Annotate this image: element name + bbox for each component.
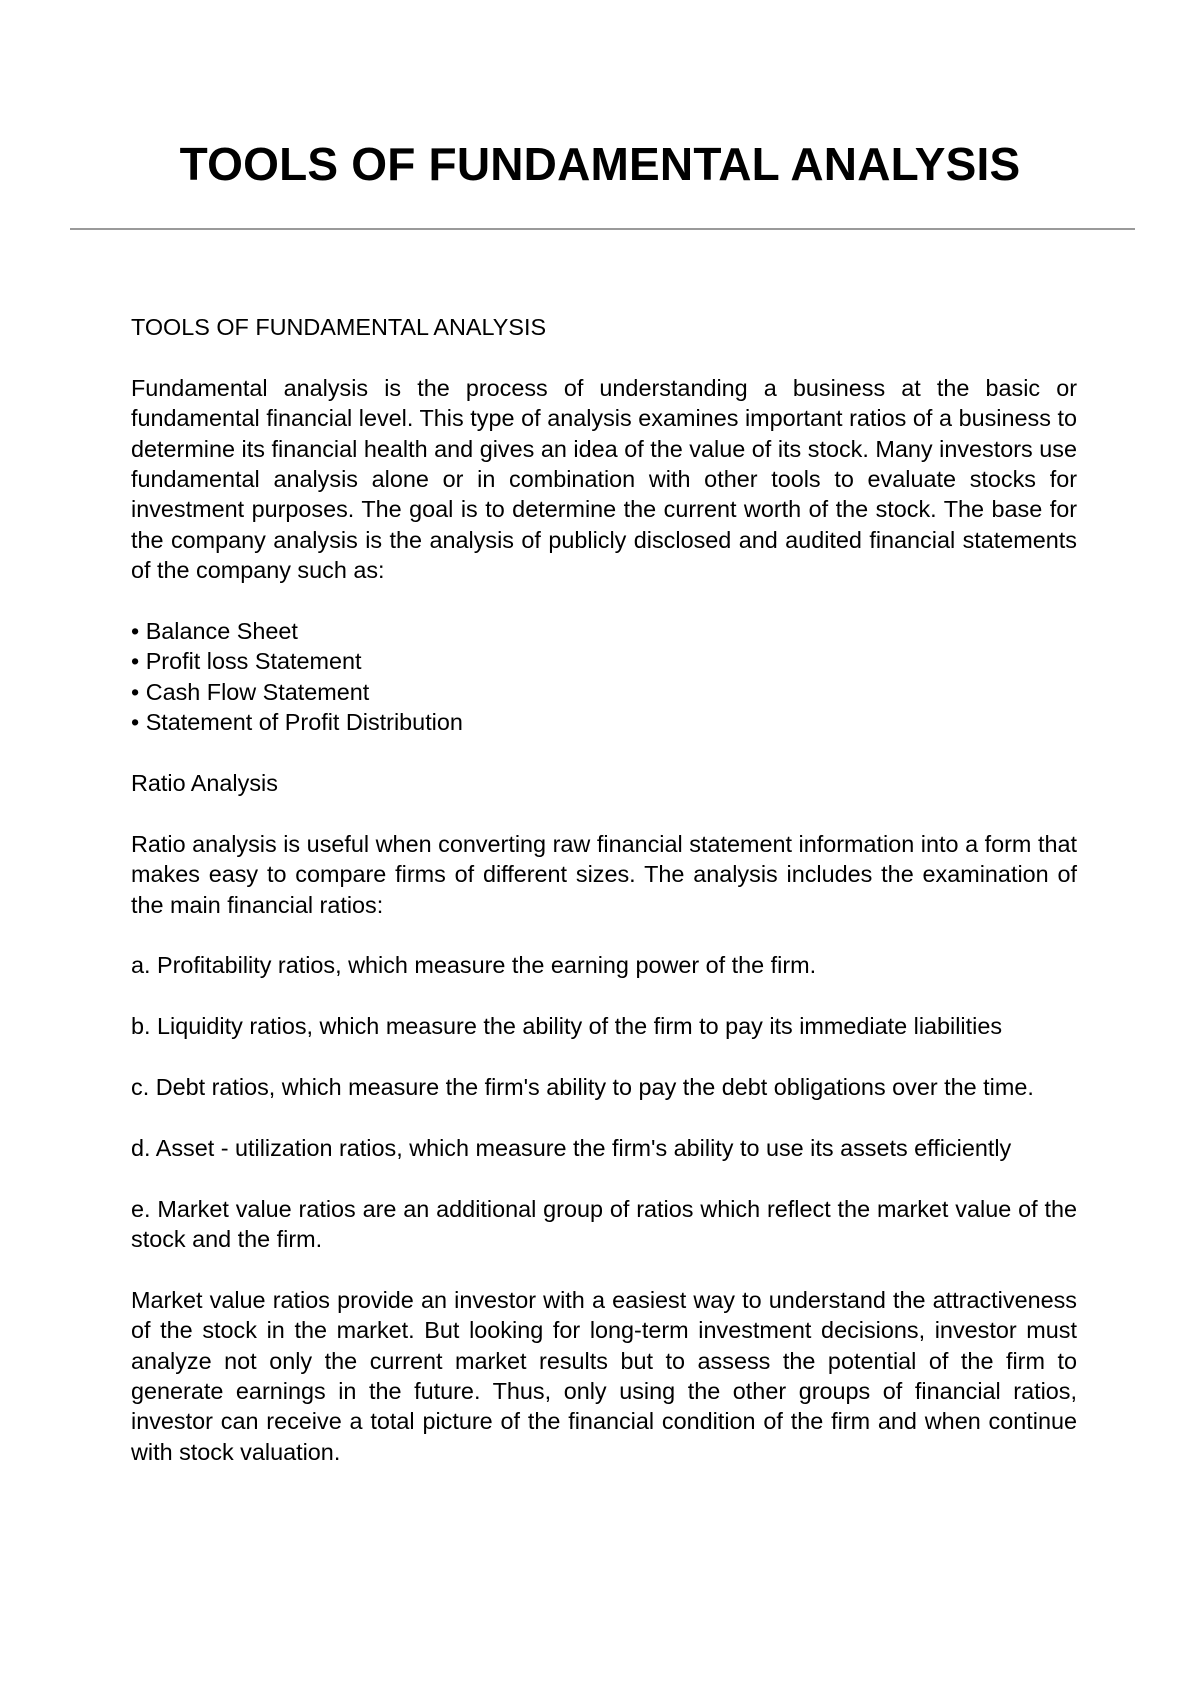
title-divider (70, 228, 1135, 230)
ratio-item-market-value: e. Market value ratios are an additional group of ratios which reflect the market value of the stock and the firm. (131, 1195, 1077, 1253)
statements-list (131, 616, 1077, 738)
document-title: TOOLS OF FUNDAMENTAL ANALYSIS (179, 138, 1021, 190)
closing-paragraph: Market value ratios provide an investor with a easiest way to understand the attractiveness of the stock in the market. But looking for long-term investment decisions, investor must analyze not only the current market results but to assess the potential of the firm to generate earnings in the future. Thus, only using the other groups of financial ratios, investor can receive a total picture of the financial condition of the firm and when continue with stock valuation. (131, 1286, 1077, 1465)
ratio-item-asset-utilization: d. Asset - utilization ratios, which measure the firm's ability to use its assets efficiently (131, 1134, 1012, 1161)
list-item: • Profit loss Statement (131, 648, 362, 675)
ratio-item-liquidity: b. Liquidity ratios, which measure the ability of the firm to pay its immediate liabilities (131, 1013, 1003, 1040)
ratio-item-profitability: a. Profitability ratios, which measure the earning power of the firm. (131, 952, 817, 979)
section-subheading: TOOLS OF FUNDAMENTAL ANALYSIS (131, 314, 547, 340)
list-item: • Balance Sheet (131, 618, 298, 645)
ratio-item-debt: c. Debt ratios, which measure the firm's ability to pay the debt obligations over the time. (131, 1074, 1034, 1101)
ratio-analysis-heading: Ratio Analysis (131, 770, 278, 797)
intro-paragraph: Fundamental analysis is the process of understanding a business at the basic or fundamental financial level. This type of analysis examines important ratios of a business to determine its financial health and gives an idea of the value of its stock. Many investors use fundamental analysis alone or in combination with other tools to evaluate stocks for investment purposes. The goal is to determine the current worth of the stock. The base for the company analysis is the analysis of publicly disclosed and audited financial statements of the company such as: (131, 374, 1077, 584)
document-body (131, 312, 1077, 1498)
list-item: • Cash Flow Statement (131, 678, 370, 705)
list-item: • Statement of Profit Distribution (131, 709, 463, 736)
ratio-analysis-paragraph: Ratio analysis is useful when converting raw financial statement information into a form that makes easy to compare firms of different sizes. The analysis includes the examination of the main financial ratios: (131, 830, 1077, 918)
